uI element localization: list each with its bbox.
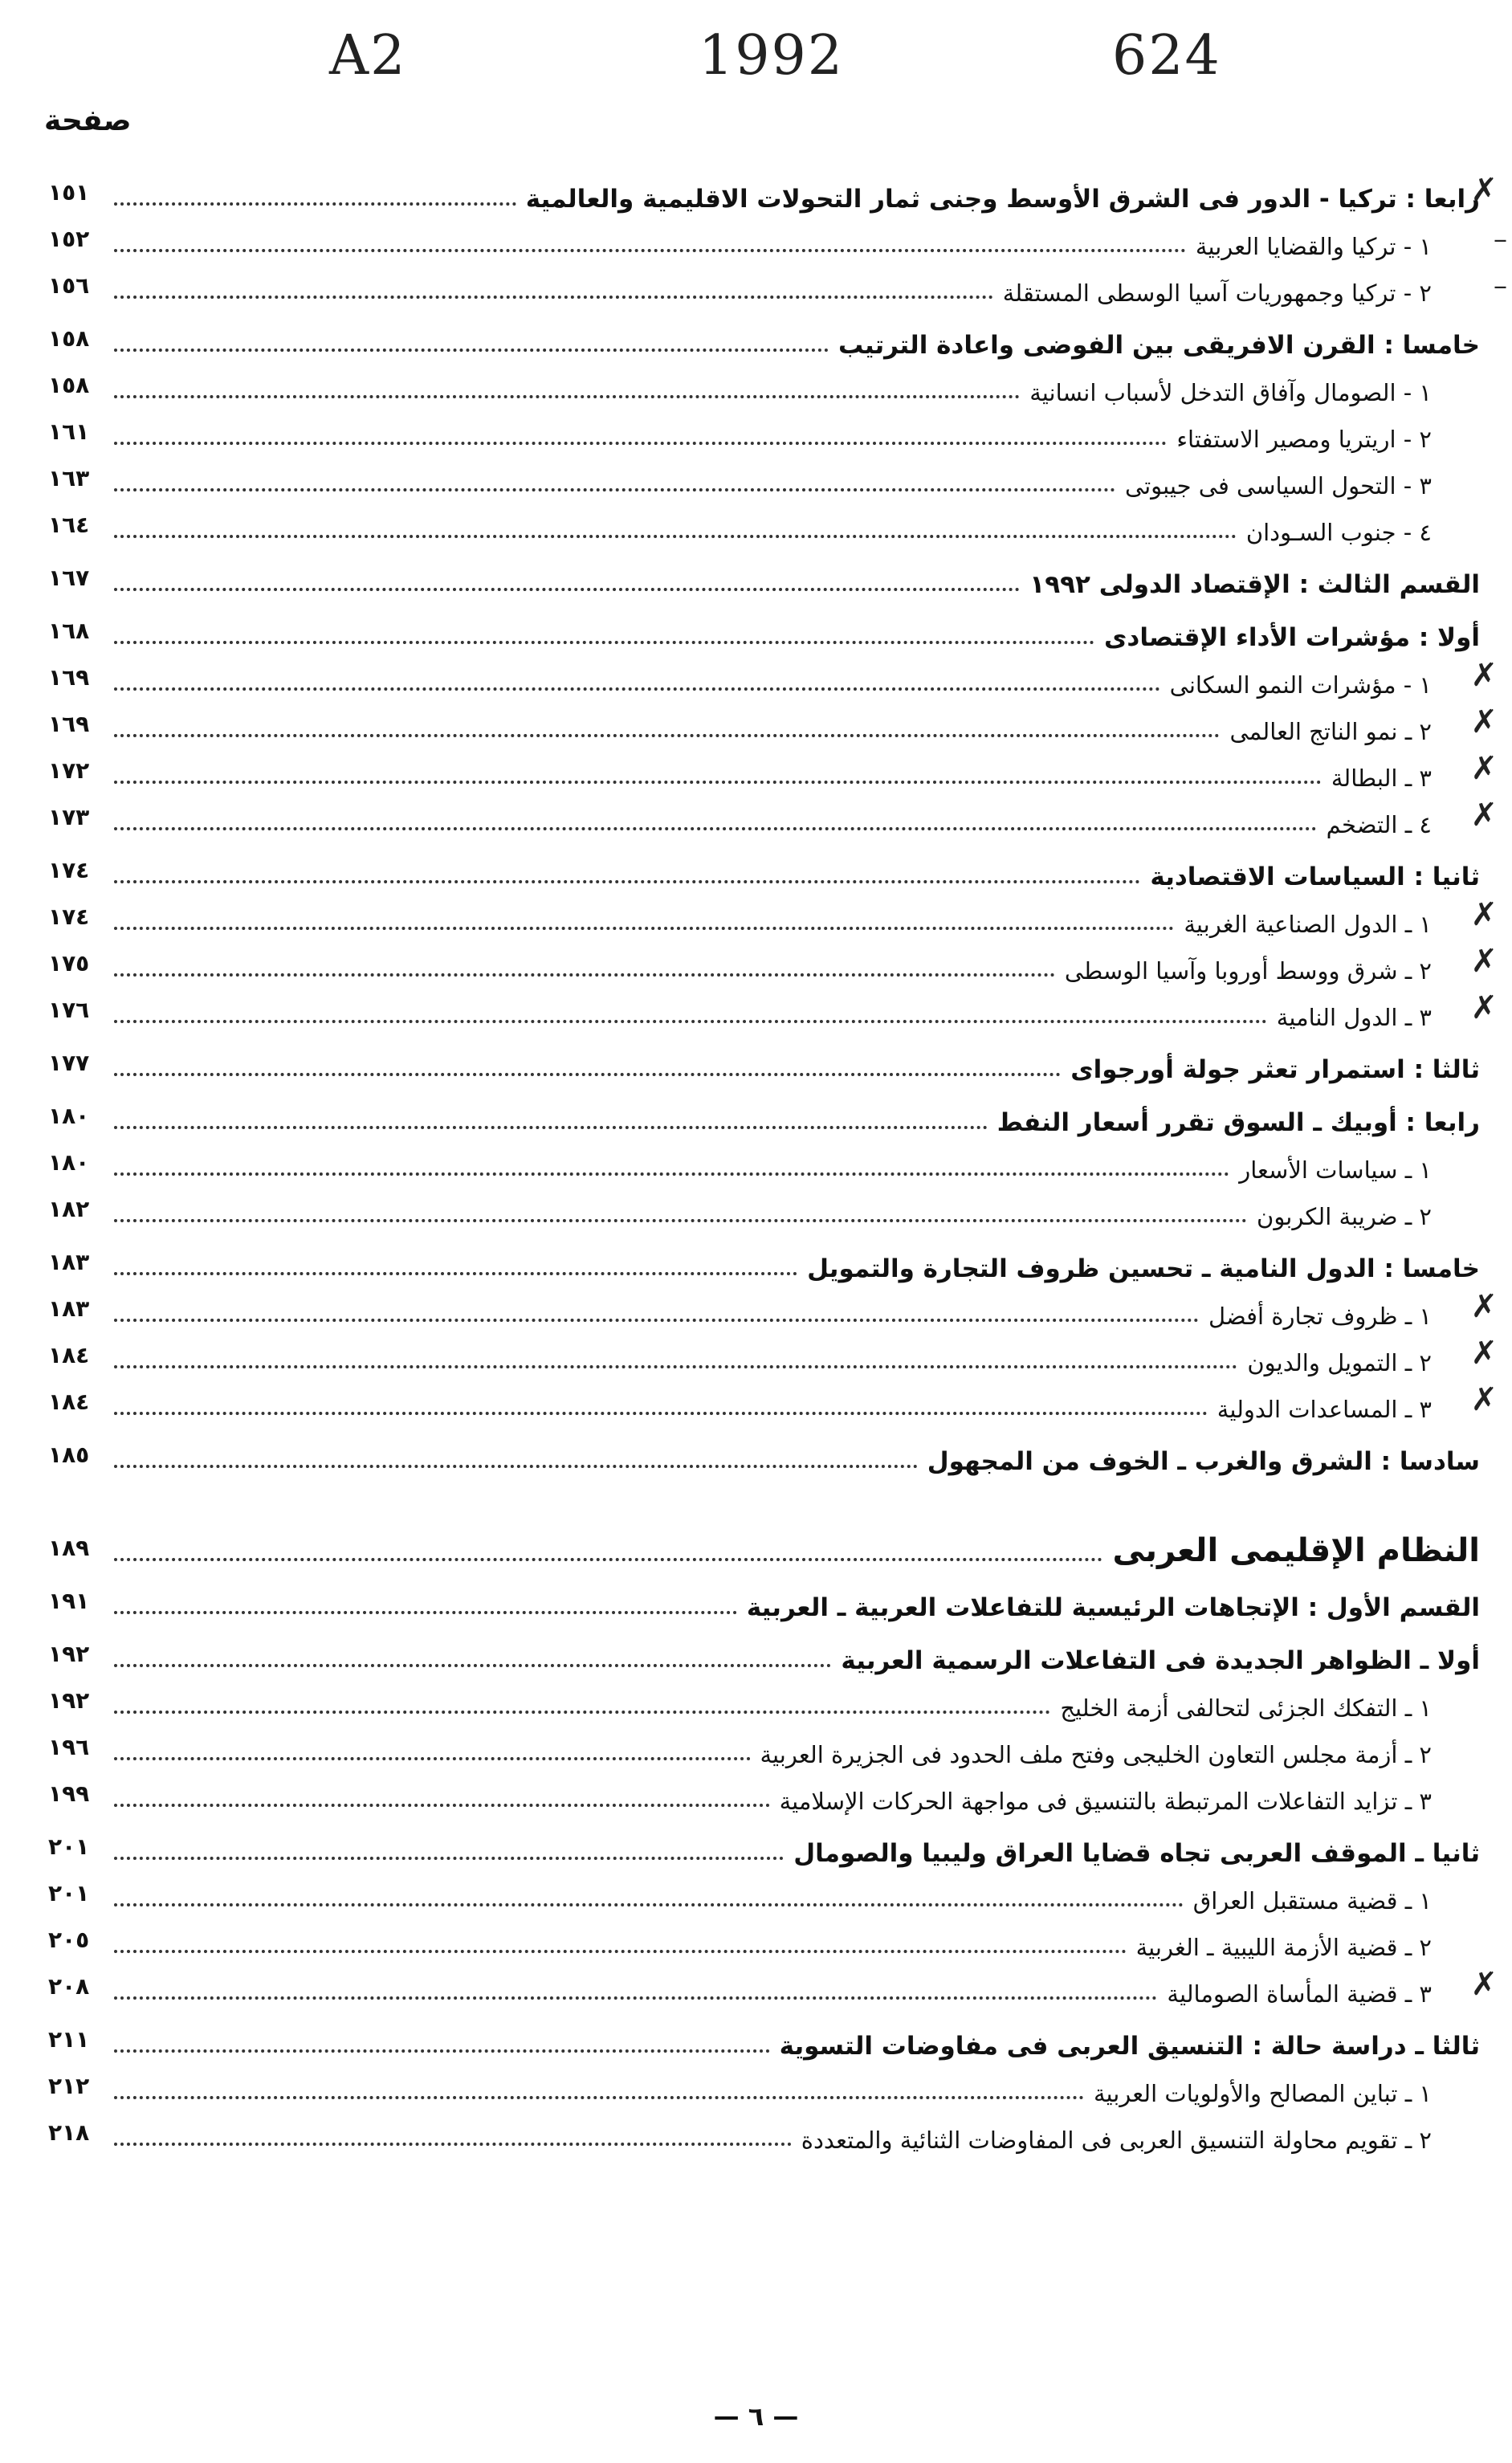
toc-entry-title: ١ - الصومال وآفاق التدخل لأسباب انسانية: [1029, 379, 1432, 406]
toc-entry: [48, 164, 1498, 214]
toc-entry-title: النظام الإقليمى العربى: [1112, 1532, 1480, 1569]
toc-entry-title: خامسا : الدول النامية ـ تحسين ظروف التجارة والتمويل: [807, 1254, 1480, 1283]
toc-entry: [48, 260, 1507, 307]
toc-entry-title: ١ - مؤشرات النمو السكانى: [1169, 671, 1432, 699]
toc-entry-page-number: ١٨٤: [48, 1388, 90, 1415]
dot-leader: [114, 2049, 770, 2053]
handwritten-check-mark: ✗: [1470, 896, 1498, 933]
toc-entry-page-number: ١٦١: [48, 418, 90, 445]
toc-entry-title: أولا : مؤشرات الأداء الإقتصادى: [1104, 623, 1480, 652]
dot-leader: [114, 1611, 737, 1614]
dot-leader: [114, 827, 1317, 830]
handwritten-note-year: 1992: [699, 24, 845, 88]
dot-leader: [114, 249, 1186, 252]
handwritten-check-mark: ✗: [1470, 1966, 1498, 2003]
toc-entry-title: ٣ - التحول السياسى فى جيبوتى: [1124, 472, 1432, 500]
toc-entry-page-number: ١٨٠: [48, 1103, 90, 1129]
handwritten-check-mark: ✗: [1470, 750, 1498, 787]
toc-entry: [48, 1675, 1480, 1722]
toc-entry-page-number: ١٨٣: [48, 1249, 90, 1275]
toc-entry: [48, 1768, 1480, 1815]
toc-entry: [48, 1722, 1480, 1768]
dot-leader: [114, 2143, 792, 2146]
table-of-contents: [48, 161, 1507, 2154]
dot-leader: [114, 296, 993, 299]
toc-entry-title: ثانيا ـ الموقف العربى تجاه قضايا العراق وليبيا والصومال: [793, 1839, 1480, 1868]
toc-entry-page-number: ١٩١: [48, 1588, 90, 1614]
toc-entry-title: ٤ - جنوب السـودان: [1245, 519, 1432, 546]
toc-entry: [48, 1426, 1480, 1476]
toc-entry-title: ١ ـ ظروف تجارة أفضل: [1208, 1303, 1432, 1330]
handwritten-check-mark: ✗: [1470, 797, 1498, 834]
toc-entry-title: ٣ ـ المساعدات الدولية: [1217, 1396, 1432, 1423]
toc-entry-title: ٢ ـ التمويل والديون: [1247, 1349, 1432, 1376]
dot-leader: [114, 1857, 784, 1860]
toc-entry-page-number: ١٥١: [48, 179, 90, 206]
toc-entry: [48, 1376, 1498, 1423]
dot-leader: [114, 202, 516, 206]
dot-leader: [114, 349, 829, 352]
toc-entry-page-number: ١٧٦: [48, 997, 90, 1023]
dot-leader: [114, 973, 1055, 977]
toc-entry-title: ١ - تركيا والقضايا العربية: [1195, 233, 1432, 260]
toc-entry-page-number: ١٨٠: [48, 1149, 90, 1176]
dot-leader: [114, 1950, 1127, 1953]
toc-entry-title: ٢ ـ قضية الأزمة الليبية ـ الغربية: [1135, 1934, 1432, 1961]
toc-entry-title: ١ ـ تباين المصالح والأولويات العربية: [1093, 2080, 1432, 2107]
toc-entry-title: ثالثا : استمرار تعثر جولة أورجواى: [1070, 1055, 1480, 1084]
toc-entry: [48, 1137, 1480, 1184]
toc-entry-title: ثانيا : السياسات الاقتصادية: [1150, 862, 1480, 891]
toc-entry: [48, 1625, 1480, 1675]
handwritten-check-mark: ✗: [1470, 989, 1498, 1026]
toc-entry-title: ٢ ـ تقويم محاولة التنسيق العربى فى المفاوضات الثنائية والمتعددة: [801, 2127, 1432, 2154]
dot-leader: [114, 1757, 751, 1760]
toc-entry-title: ٣ ـ قضية المأساة الصومالية: [1167, 1980, 1432, 2008]
toc-entry-page-number: ١٧٤: [48, 903, 90, 930]
toc-entry-page-number: ٢٠١: [48, 1880, 90, 1906]
dot-leader: [114, 1558, 1102, 1561]
toc-entry-page-number: ١٦٩: [48, 664, 90, 691]
toc-entry-page-number: ١٨٤: [48, 1342, 90, 1368]
toc-entry-title: سادسا : الشرق والغرب ـ الخوف من المجهول: [927, 1447, 1480, 1476]
toc-entry-title: ١ ـ التفكك الجزئى لتحالفى أزمة الخليج: [1060, 1694, 1432, 1722]
toc-entry: [48, 699, 1498, 745]
dot-leader: [114, 927, 1174, 930]
toc-entry: [48, 1034, 1480, 1084]
handwritten-check-mark: ✗: [1470, 943, 1498, 980]
toc-entry-page-number: ١٨٢: [48, 1196, 90, 1222]
page-column-label: صفحة: [44, 104, 132, 137]
toc-entry: [48, 214, 1507, 260]
toc-entry-title: أولا ـ الظواهر الجديدة فى التفاعلات الرسمية العربية: [841, 1646, 1480, 1675]
dot-leader: [114, 395, 1020, 398]
dot-leader: [114, 1804, 770, 1807]
toc-entry: [48, 2061, 1480, 2107]
toc-entry-title: ٣ ـ البطالة: [1331, 765, 1432, 792]
dot-leader: [114, 1020, 1267, 1023]
toc-entry: [48, 1505, 1480, 1569]
toc-entry: [48, 2107, 1480, 2154]
toc-entry-title: ١ ـ سياسات الأسعار: [1239, 1156, 1432, 1184]
toc-entry: [48, 1283, 1498, 1330]
toc-entry-page-number: ١٦٤: [48, 512, 90, 538]
toc-entry-page-number: ١٧٧: [48, 1050, 90, 1076]
toc-entry: [48, 792, 1498, 838]
toc-entry-page-number: ١٦٩: [48, 711, 90, 737]
handwritten-check-mark: ✗: [1470, 1288, 1498, 1325]
dot-leader: [114, 2096, 1084, 2099]
toc-entry-page-number: ١٧٣: [48, 804, 90, 830]
dot-leader: [114, 1365, 1237, 1368]
toc-entry: [48, 1234, 1480, 1283]
toc-entry-title: ٢ ـ نمو الناتج العالمى: [1229, 718, 1432, 745]
handwritten-note-left: A2: [329, 24, 407, 88]
toc-entry-page-number: ١٦٨: [48, 618, 90, 644]
dot-leader: [114, 1412, 1208, 1415]
dot-leader: [114, 1272, 797, 1275]
toc-entry: [48, 500, 1480, 546]
dot-leader: [114, 1711, 1050, 1714]
toc-entry-page-number: ١٥٨: [48, 372, 90, 398]
dot-leader: [114, 1126, 988, 1129]
toc-entry: [48, 310, 1480, 360]
toc-entry: [48, 1868, 1480, 1915]
toc-entry-page-number: ٢١٨: [48, 2119, 90, 2146]
toc-entry-title: ١ ـ الدول الصناعية الغربية: [1184, 911, 1432, 938]
toc-entry: [48, 985, 1498, 1031]
toc-entry: [48, 1330, 1498, 1376]
toc-entry: [48, 602, 1480, 652]
handwritten-check-mark: ✗: [1470, 657, 1498, 694]
dot-leader: [114, 588, 1020, 591]
toc-entry: [48, 652, 1498, 699]
dot-leader: [114, 1996, 1157, 2000]
handwritten-check-mark: ✗: [1470, 172, 1498, 209]
dot-leader: [114, 781, 1322, 784]
toc-entry: [48, 453, 1480, 500]
dot-leader: [114, 1073, 1061, 1076]
toc-entry-title: القسم الثالث : الإقتصاد الدولى ١٩٩٢: [1029, 570, 1480, 599]
handwritten-note-right: 624: [1112, 24, 1221, 88]
toc-entry-page-number: ١٨٥: [48, 1442, 90, 1468]
toc-entry: [48, 1818, 1480, 1868]
toc-entry-page-number: ٢٠٥: [48, 1927, 90, 1953]
toc-entry: [48, 1961, 1498, 2008]
toc-entry-page-number: ١٥٦: [48, 272, 90, 299]
toc-entry-page-number: ١٩٩: [48, 1780, 90, 1807]
toc-entry-page-number: ١٧٥: [48, 950, 90, 977]
toc-entry-title: القسم الأول : الإتجاهات الرئيسية للتفاعلات العربية ـ العربية: [746, 1593, 1480, 1622]
dot-leader: [114, 687, 1160, 691]
handwritten-check-mark: –: [1494, 223, 1507, 255]
toc-entry-page-number: ١٦٣: [48, 465, 90, 491]
toc-entry-title: ٣ ـ الدول النامية: [1276, 1004, 1432, 1031]
dot-leader: [114, 734, 1220, 737]
toc-entry: [48, 938, 1498, 985]
dot-leader: [114, 1219, 1247, 1222]
dot-leader: [114, 880, 1140, 883]
toc-entry: [48, 1572, 1480, 1622]
toc-entry: [48, 745, 1498, 792]
dot-leader: [114, 1172, 1229, 1176]
toc-entry: [48, 1915, 1480, 1961]
toc-entry-title: ١ ـ قضية مستقبل العراق: [1192, 1887, 1432, 1915]
toc-entry: [48, 1184, 1480, 1230]
toc-entry-title: رابعا : أوبيك ـ السوق تقرر أسعار النفط: [996, 1108, 1480, 1137]
dot-leader: [114, 488, 1115, 491]
toc-entry: [48, 1087, 1480, 1137]
toc-entry-title: رابعا : تركيا - الدور فى الشرق الأوسط وجنى ثمار التحولات الاقليمية والعالمية: [525, 185, 1480, 214]
toc-entry-page-number: ١٨٣: [48, 1295, 90, 1322]
handwritten-check-mark: ✗: [1470, 1335, 1498, 1372]
toc-entry-title: ٢ - تركيا وجمهوريات آسيا الوسطى المستقلة: [1002, 279, 1432, 307]
toc-entry-page-number: ١٧٢: [48, 757, 90, 784]
dot-leader: [114, 641, 1094, 644]
toc-entry-page-number: ١٩٢: [48, 1641, 90, 1667]
handwritten-check-mark: ✗: [1470, 703, 1498, 740]
toc-entry: [48, 360, 1480, 406]
dot-leader: [114, 1903, 1184, 1906]
toc-entry-page-number: ١٩٢: [48, 1687, 90, 1714]
toc-entry: [48, 2011, 1480, 2061]
toc-entry-page-number: ١٨٩: [48, 1535, 90, 1561]
toc-entry-title: ٢ ـ شرق ووسط أوروبا وآسيا الوسطى: [1064, 957, 1432, 985]
toc-entry: [48, 406, 1480, 453]
dot-leader: [114, 442, 1167, 445]
dot-leader: [114, 1319, 1199, 1322]
toc-entry-page-number: ٢٠٨: [48, 1973, 90, 2000]
toc-entry-title: ٢ - اريتريا ومصير الاستفتاء: [1176, 426, 1432, 453]
toc-entry-title: ٢ ـ أزمة مجلس التعاون الخليجى وفتح ملف الحدود فى الجزيرة العربية: [760, 1741, 1432, 1768]
toc-entry-title: ٤ ـ التضخم: [1326, 811, 1432, 838]
toc-entry-page-number: ١٦٧: [48, 565, 90, 591]
toc-entry-page-number: ١٧٤: [48, 857, 90, 883]
toc-entry-page-number: ١٥٨: [48, 325, 90, 352]
dot-leader: [114, 1664, 831, 1667]
toc-entry: [48, 842, 1480, 891]
toc-entry-title: خامسا : القرن الافريقى بين الفوضى واعادة الترتيب: [838, 331, 1480, 360]
toc-entry: [48, 549, 1480, 599]
toc-entry-title: ٢ ـ ضريبة الكربون: [1257, 1203, 1432, 1230]
toc-entry-page-number: ١٩٦: [48, 1734, 90, 1760]
handwritten-check-mark: –: [1494, 270, 1507, 302]
toc-entry-page-number: ٢١١: [48, 2026, 90, 2053]
toc-entry-page-number: ٢١٢: [48, 2073, 90, 2099]
toc-entry: [48, 891, 1498, 938]
toc-entry-title: ثالثا ـ دراسة حالة : التنسيق العربى فى مفاوضات التسوية: [779, 2032, 1480, 2061]
page-number-footer: — ٦ —: [713, 2401, 799, 2432]
toc-entry-title: ٣ ـ تزايد التفاعلات المرتبطة بالتنسيق فى مواجهة الحركات الإسلامية: [779, 1788, 1432, 1815]
toc-entry-page-number: ٢٠١: [48, 1833, 90, 1860]
handwritten-check-mark: ✗: [1470, 1381, 1498, 1418]
dot-leader: [114, 535, 1237, 538]
dot-leader: [114, 1465, 918, 1468]
toc-entry-page-number: ١٥٢: [48, 226, 90, 252]
